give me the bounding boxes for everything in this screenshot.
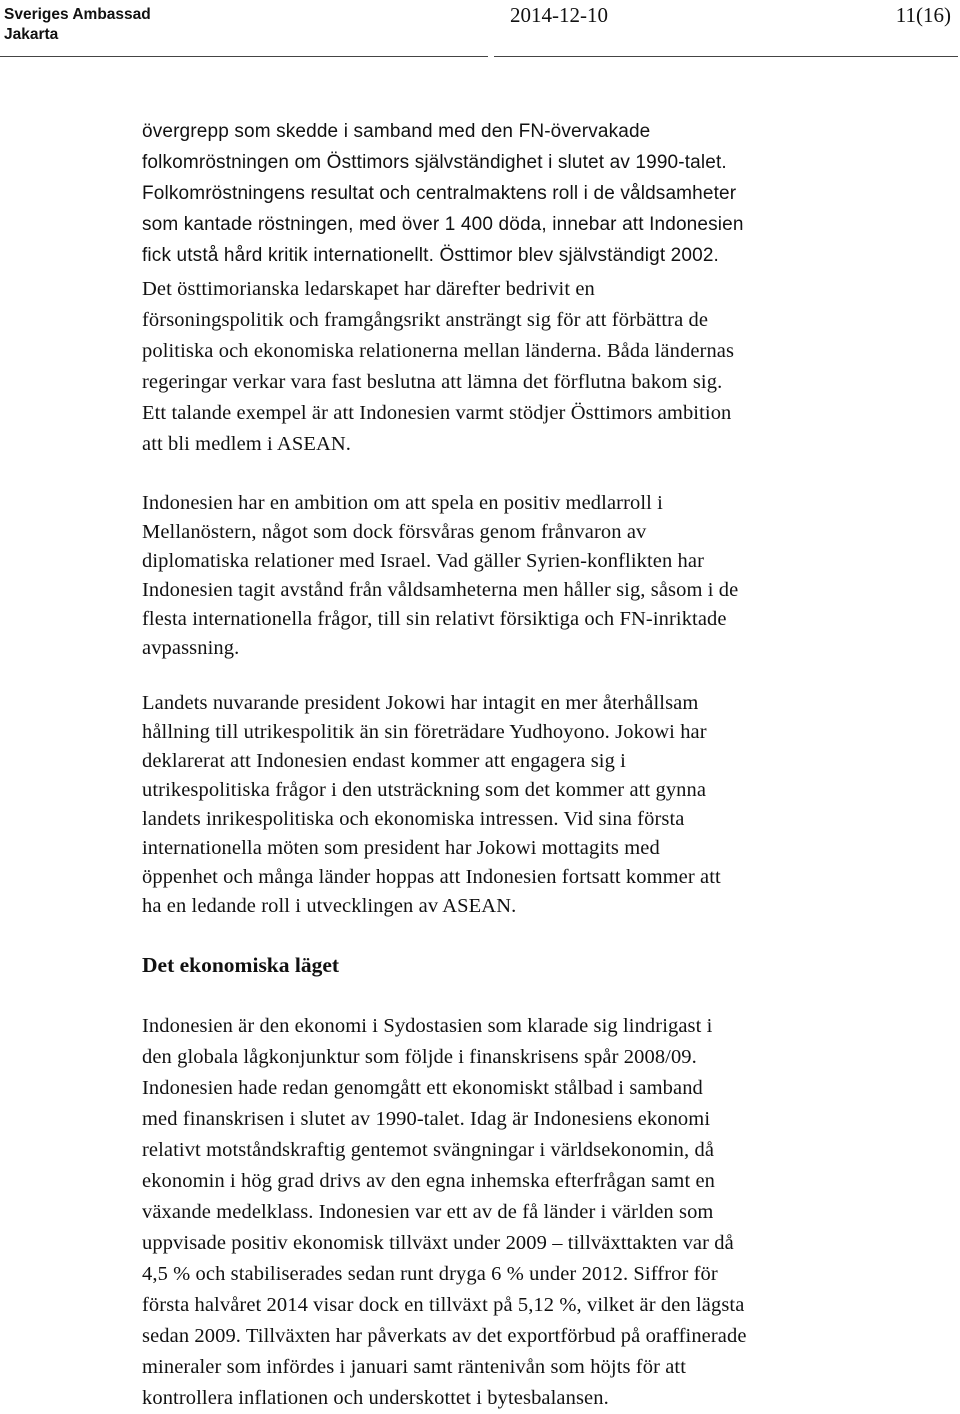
section-paragraph-line: relativt motståndskraftig gentemot svängningar i världsekonomin, då: [142, 1139, 715, 1161]
paragraph-2-line: avpassning.: [142, 637, 240, 659]
header-divider-gap: [488, 54, 494, 59]
paragraph-1-line: politiska och ekonomiska relationerna mellan länderna. Båda ländernas: [142, 340, 735, 362]
paragraph-3-line: deklarerat att Indonesien endast kommer att engagera sig i: [142, 750, 626, 772]
section-paragraph-line: ekonomin i hög grad drivs av den egna inhemska efterfrågan samt en: [142, 1170, 716, 1192]
paragraph-3-line: Landets nuvarande president Jokowi har intagit en mer återhållsam: [142, 692, 699, 714]
paragraph-2-line: flesta internationella frågor, till sin relativt försiktiga och FN-inriktade: [142, 608, 727, 630]
section-heading: Det ekonomiska läget: [142, 953, 340, 977]
section-paragraph-line: den globala lågkonjunktur som följde i finanskrisens spår 2008/09.: [142, 1046, 697, 1068]
section-paragraph-line: första halvåret 2014 visar dock en tillväxt på 5,12 %, vilket är den lägsta: [142, 1294, 745, 1316]
section-paragraph-line: kontrollera inflationen och underskottet i bytesbalansen.: [142, 1387, 609, 1409]
paragraph-1-line: regeringar verkar vara fast beslutna att lämna det förflutna bakom sig.: [142, 371, 723, 393]
paragraph-1-line: att bli medlem i ASEAN.: [142, 433, 351, 455]
embassy-name-line-1: Sveriges Ambassad: [4, 6, 151, 23]
document-date: 2014-12-10: [510, 3, 608, 27]
header-divider: [0, 56, 958, 57]
section-paragraph-line: sedan 2009. Tillväxten har påverkats av det exportförbud på oraffinerade: [142, 1325, 747, 1347]
embassy-name: [4, 5, 151, 45]
paragraph-2-line: Indonesien tagit avstånd från våldsamheterna men håller sig, såsom i de: [142, 579, 739, 601]
paragraph-1-line: fick utstå hård kritik internationellt. Östtimor blev självständigt 2002.: [142, 245, 719, 266]
paragraph-2-line: Indonesien har en ambition om att spela en positiv medlarroll i: [142, 492, 663, 514]
section-paragraph-line: mineraler som infördes i januari samt räntenivån som höjts för att: [142, 1356, 687, 1378]
paragraph-1-line: övergrepp som skedde i samband med den FN-övervakade: [142, 121, 651, 142]
paragraph-1-line: Folkomröstningens resultat och centralmaktens roll i de våldsamheter: [142, 183, 737, 204]
paragraph-3-line: öppenhet och många länder hoppas att Indonesien fortsatt kommer att: [142, 866, 721, 888]
paragraph-3-line: internationella möten som president har Jokowi mottagits med: [142, 837, 660, 859]
paragraph-2-line: diplomatiska relationer med Israel. Vad gäller Syrien-konflikten har: [142, 550, 705, 572]
paragraph-2-line: Mellanöstern, något som dock försvåras genom frånvaron av: [142, 521, 647, 543]
paragraph-3-line: landets inrikespolitiska och ekonomiska intressen. Vid sina första: [142, 808, 685, 830]
paragraph-1-line: Det östtimorianska ledarskapet har därefter bedrivit en: [142, 278, 595, 300]
section-paragraph-line: växande medelklass. Indonesien var ett av de få länder i världen som: [142, 1201, 714, 1223]
paragraph-1-line: Ett talande exempel är att Indonesien varmt stödjer Östtimors ambition: [142, 402, 732, 424]
section-paragraph-line: uppvisade positiv ekonomisk tillväxt under 2009 – tillväxttakten var då: [142, 1232, 734, 1254]
paragraph-1-line: försoningspolitik och framgångsrikt ansträngt sig för att förbättra de: [142, 309, 709, 331]
section-paragraph-line: Indonesien hade redan genomgått ett ekonomiskt stålbad i samband: [142, 1077, 703, 1099]
section-paragraph-line: med finanskrisen i slutet av 1990-talet. Idag är Indonesiens ekonomi: [142, 1108, 711, 1130]
paragraph-3-line: ha en ledande roll i utvecklingen av ASEAN.: [142, 895, 517, 917]
paragraph-3-line: utrikespolitiska frågor i den utsträckning som det kommer att gynna: [142, 779, 707, 801]
page-number: 11(16): [895, 3, 951, 27]
section-paragraph-line: 4,5 % och stabiliserades sedan runt dryga 6 % under 2012. Siffror för: [142, 1263, 718, 1285]
embassy-name-line-2: Jakarta: [4, 26, 59, 43]
page-header: [0, 0, 960, 62]
paragraph-1-line: som kantade röstningen, med över 1 400 döda, innebar att Indonesien: [142, 214, 744, 235]
paragraph-3-line: hållning till utrikespolitik än sin företrädare Yudhoyono. Jokowi har: [142, 721, 707, 743]
section-paragraph-line: Indonesien är den ekonomi i Sydostasien som klarade sig lindrigast i: [142, 1015, 713, 1037]
paragraph-1-line: folkomröstningen om Östtimors självständighet i slutet av 1990-talet.: [142, 152, 727, 173]
